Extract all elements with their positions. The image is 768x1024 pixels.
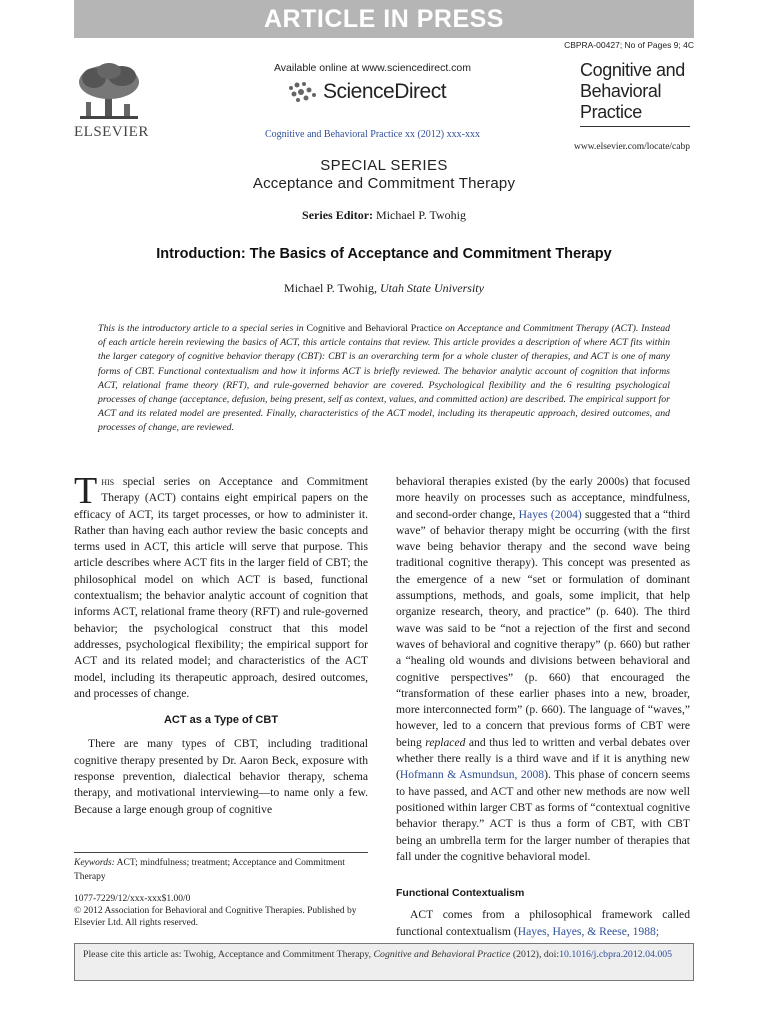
elsevier-tree-icon	[74, 62, 144, 122]
ref-hayes-1988[interactable]: Hayes, Hayes, & Reese, 1988;	[517, 924, 660, 938]
series-name: Acceptance and Commitment Therapy	[252, 175, 516, 192]
sciencedirect-dots-icon	[287, 80, 319, 104]
article-in-press-banner: ARTICLE IN PRESS	[74, 0, 694, 38]
left-column	[74, 470, 368, 818]
keywords-label: Keywords:	[74, 858, 115, 868]
article-author	[74, 281, 694, 296]
sciencedirect-wordmark: ScienceDirect	[323, 80, 447, 103]
series-label: SPECIAL SERIES	[320, 157, 448, 174]
third-wave-paragraph: behavioral therapies existed (by the early 2000s) that focused more heavily on processes such as acceptance, mindfulness, and second-order change, Hayes (2004) suggested that a “third wave” of behavior therapy might be occurring (with the first wave being behavior therapy and the second wave being traditional cognitive therapy). This concept was presented as the emergence of a new “set or formulation of dominant assumptions, methods, and goals, some implicit, that help organize research, theory, and practice” (p. 640). The third wave was said to be “not a rejection of the first and second waves of behavioral and cognitive therapy” (p. 660) but rather a “healing old wounds and divisions between behavioral and cognitive perspectives” (p. 660) that encouraged the “transformation of these earlier phases into a new, broader, more interconnected form” (p. 660). The language of “waves,” however, led to a concern that previous forms of CBT were being replaced and thus led to written and verbal debates over whether there really is a third wave and if it is anything new (Hofmann & Asmundsun, 2008). This phase of concern seems to have passed, and ACT and other new methods are now well positioned within larger CBT as forms of “contextual cognitive behavior therapy.” ACT is thus a form of CBT, with CBT being an umbrella term for the larger number of therapies that fall under the cognitive behavioral model.	[396, 475, 691, 863]
journal-url[interactable]: www.elsevier.com/locate/cabp	[574, 142, 690, 152]
series-editor-label: Series Editor:	[302, 208, 374, 222]
sciencedirect-logo[interactable]	[287, 80, 446, 104]
keywords	[74, 852, 368, 884]
ref-hofmann-2008[interactable]: Hofmann & Asmundsun, 2008	[399, 768, 545, 782]
publisher-name: ELSEVIER	[74, 124, 149, 140]
right-column	[396, 474, 690, 940]
journal-volume-line[interactable]: Cognitive and Behavioral Practice xx (2012) xxx-xxx	[265, 129, 480, 140]
functional-contextualism-paragraph: ACT comes from a philosophical framework called functional contextualism (Hayes, Hayes, & Reese, 1988;	[396, 908, 690, 938]
special-series-header	[74, 157, 694, 192]
ref-hayes-2004[interactable]: Hayes (2004)	[518, 507, 582, 521]
doi-link[interactable]: 10.1016/j.cbpra.2012.04.005	[559, 949, 673, 960]
author-name: Michael P. Twohig,	[284, 281, 377, 295]
elsevier-logo[interactable]	[74, 62, 149, 141]
available-online-text[interactable]: Available online at www.sciencedirect.com	[273, 62, 472, 74]
section-paragraph: There are many types of CBT, including traditional cognitive therapy presented by Dr. Aaron Beck, exposure with response prevention, dialectical behavior therapy, schema therapy, and motivational interviewing—to name only a few. Because a large enough group of cognitive	[74, 737, 368, 816]
copyright-line: © 2012 Association for Behavioral and Cognitive Therapies. Published by Elsevier Ltd. All rights reserved.	[74, 906, 357, 928]
series-editor	[74, 208, 694, 223]
author-affiliation: Utah State University	[379, 281, 484, 295]
document-id: CBPRA-00427; No of Pages 9; 4C	[564, 40, 694, 50]
journal-title: Cognitive and Behavioral Practice	[580, 60, 685, 122]
citation-journal: Cognitive and Behavioral Practice	[373, 949, 511, 960]
citation-box: Please cite this article as: Twohig, Acceptance and Commitment Therapy, Cognitive and Behavioral Practice (2012), doi:10.1016/j.cbpra.2012.04.005	[74, 943, 694, 981]
keywords-text: ACT; mindfulness; treatment; Acceptance and Commitment Therapy	[74, 858, 345, 882]
section-heading-functional-contextualism: Functional Contextualism	[396, 887, 525, 900]
journal-logo[interactable]	[580, 60, 690, 127]
section-heading-act-cbt: ACT as a Type of CBT	[163, 714, 279, 727]
copyright-block	[74, 893, 368, 929]
abstract-journal-ref: Cognitive and Behavioral Practice	[306, 323, 443, 334]
intro-paragraph: This special series on Acceptance and Commitment Therapy (ACT) contains eight empirical papers on the efficacy of ACT, its target processes, or how to administer it. Rather than having each author review the basic concepts and terms used in ACT, this article will serve that purpose. This article describes where ACT fits in the larger field of CBT; the philosophical model on which ACT is based, functional contextualism; the behavior analytic account of cognition that informs ACT, relational frame theory (RFT) and rule-governed behavior; the psychological construct that this model addresses, psychological flexibility; the empirical support for ACT and its related model; and characteristics of the ACT model, including its therapeutic approach, desired outcomes, and processes of change.	[74, 470, 368, 700]
article-title: Introduction: The Basics of Acceptance and Commitment Therapy	[156, 246, 612, 262]
drop-cap: T	[74, 470, 98, 512]
issn-line: 1077-7229/12/xxx-xxx$1.00/0	[74, 894, 191, 904]
series-editor-name: Michael P. Twohig	[376, 208, 466, 222]
abstract: This is the introductory article to a special series in Cognitive and Behavioral Practice on Acceptance and Commitment Therapy (ACT). Instead of each article herein reviewing the basics of ACT, this article contains that review. This article provides a description of where ACT fits within the larger category of cognitive behavior therapy (CBT): CBT is an overarching term for a whole cluster of therapies, and ACT is one of many forms of CBT. Functional contextualism and how it informs ACT is briefly reviewed. The behavior analytic account of cognition that informs ACT, relational frame theory (RFT), and rule-governed behavior are covered. Psychological flexibility and the 6 resulting psychological processes of change (acceptance, defusion, being present, self as context, values, and committed action) are described. The empirical support for ACT and its related model are presented. Finally, characteristics of the ACT model, including its therapeutic approach, desired outcomes, and processes of change, are reviewed.	[98, 323, 670, 434]
